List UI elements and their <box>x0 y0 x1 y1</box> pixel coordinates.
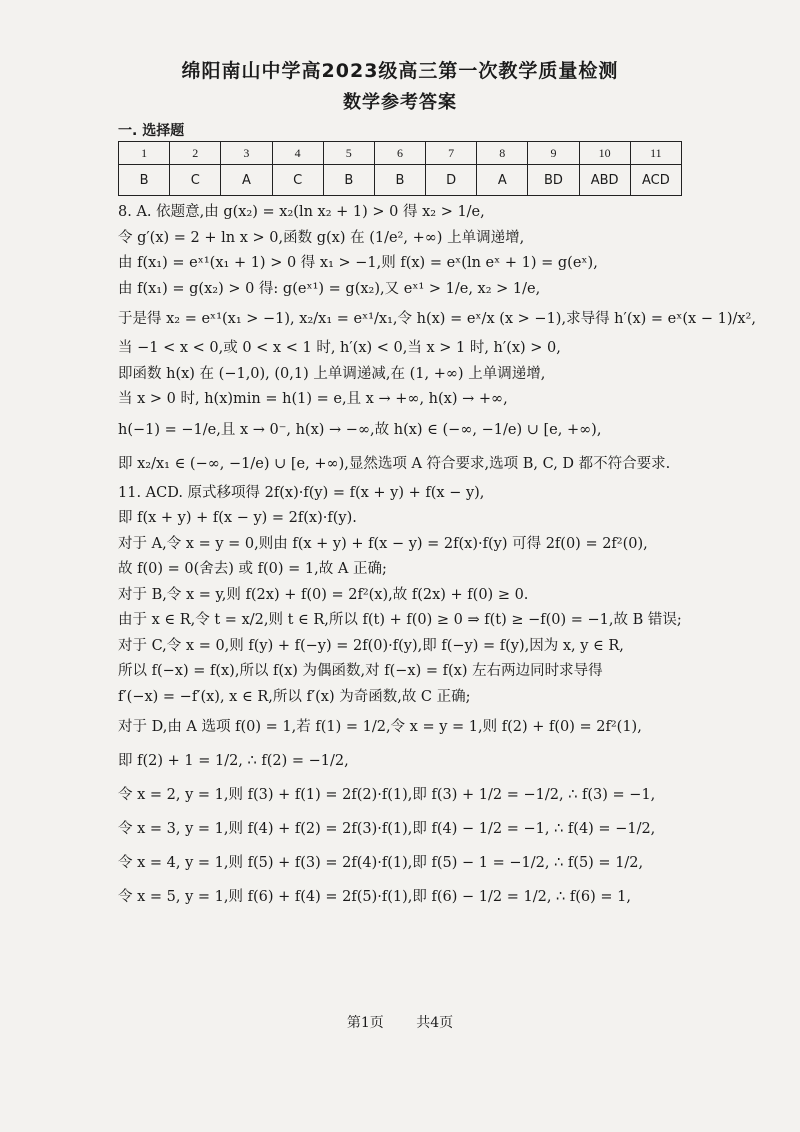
answer-row <box>119 165 682 196</box>
solution-line: 11. ACD. 原式移项得 2f(x)·f(y) = f(x + y) + f(x − y), <box>118 484 485 501</box>
question-number: 8 <box>477 142 528 165</box>
solution-line: 即函数 h(x) 在 (−1,0), (0,1) 上单调递减,在 (1, +∞) 上单调递增, <box>118 365 546 382</box>
question-number: 6 <box>374 142 425 165</box>
solution-line: 即 x₂/x₁ ∈ (−∞, −1/e) ∪ [e, +∞),显然选项 A 符合要求,选项 B, C, D 都不符合要求. <box>118 455 671 472</box>
question-number-row <box>119 142 682 165</box>
solution-line: f′(−x) = −f′(x), x ∈ R,所以 f′(x) 为奇函数,故 C 正确; <box>118 688 471 705</box>
answer-cell: ACD <box>630 165 681 196</box>
solution-line: 令 g′(x) = 2 + ln x > 0,函数 g(x) 在 (1/e², +∞) 上单调递增, <box>118 229 525 246</box>
solution-line: 当 −1 < x < 0,或 0 < x < 1 时, h′(x) < 0,当 x > 1 时, h′(x) > 0, <box>118 340 561 356</box>
question-number: 9 <box>528 142 579 165</box>
solution-line: 所以 f(−x) = f(x),所以 f(x) 为偶函数,对 f(−x) = f(x) 左右两边同时求导得 <box>118 663 603 679</box>
question-number: 4 <box>272 142 323 165</box>
solution-line: 令 x = 2, y = 1,则 f(3) + f(1) = 2f(2)·f(1),即 f(3) + 1/2 = −1/2, ∴ f(3) = −1, <box>118 787 656 803</box>
solution-line: 故 f(0) = 0(舍去) 或 f(0) = 1,故 A 正确; <box>118 561 387 577</box>
question-number: 11 <box>630 142 681 165</box>
solution-line: h(−1) = −1/e,且 x → 0⁻, h(x) → −∞,故 h(x) ∈ (−∞, −1/e) ∪ [e, +∞), <box>118 421 602 438</box>
solution-line: 即 f(2) + 1 = 1/2, ∴ f(2) = −1/2, <box>118 753 349 769</box>
solution-line: 令 x = 3, y = 1,则 f(4) + f(2) = 2f(3)·f(1),即 f(4) − 1/2 = −1, ∴ f(4) = −1/2, <box>118 821 656 837</box>
answer-cell: A <box>221 165 272 196</box>
solution-body <box>118 200 756 914</box>
answer-cell: B <box>119 165 170 196</box>
solution-line: 于是得 x₂ = eˣ¹(x₁ > −1), x₂/x₁ = eˣ¹/x₁,令 h(x) = eˣ/x (x > −1),求导得 h′(x) = eˣ(x − 1)/x², <box>118 311 756 327</box>
solution-line: 令 x = 5, y = 1,则 f(6) + f(4) = 2f(5)·f(1),即 f(6) − 1/2 = 1/2, ∴ f(6) = 1, <box>118 889 631 905</box>
question-number: 7 <box>426 142 477 165</box>
solution-line: 由 f(x₁) = eˣ¹(x₁ + 1) > 0 得 x₁ > −1,则 f(x) = eˣ(ln eˣ + 1) = g(eˣ), <box>118 255 598 271</box>
page-number: 第1页 <box>346 1015 384 1031</box>
solution-line: 对于 C,令 x = 0,则 f(y) + f(−y) = 2f(0)·f(y),即 f(−y) = f(y),因为 x, y ∈ R, <box>118 637 624 654</box>
page-total: 共4页 <box>416 1015 454 1031</box>
solution-line: 由于 x ∈ R,令 t = x/2,则 t ∈ R,所以 f(t) + f(0) ≥ 0 ⇒ f(t) ≥ −f(0) = −1,故 B 错误; <box>118 612 682 628</box>
solution-line: 对于 D,由 A 选项 f(0) = 1,若 f(1) = 1/2,令 x = y = 1,则 f(2) + f(0) = 2f²(1), <box>118 719 642 735</box>
question-number: 1 <box>119 142 170 165</box>
section-heading: 一. 选择题 <box>118 123 185 139</box>
question-number: 5 <box>323 142 374 165</box>
solution-line: 对于 B,令 x = y,则 f(2x) + f(0) = 2f²(x),故 f(2x) + f(0) ≥ 0. <box>118 586 529 603</box>
page-title: 绵阳南山中学高2023级高三第一次教学质量检测 <box>181 60 619 82</box>
solution-line: 当 x > 0 时, h(x)min = h(1) = e,且 x → +∞, h(x) → +∞, <box>118 391 508 407</box>
question-number: 10 <box>579 142 630 165</box>
answer-cell: D <box>426 165 477 196</box>
question-number: 3 <box>221 142 272 165</box>
solution-line: 即 f(x + y) + f(x − y) = 2f(x)·f(y). <box>118 510 357 526</box>
solution-line: 由 f(x₁) = g(x₂) > 0 得: g(eˣ¹) = g(x₂),又 eˣ¹ > 1/e, x₂ > 1/e, <box>118 280 541 297</box>
answer-cell: BD <box>528 165 579 196</box>
answer-cell: A <box>477 165 528 196</box>
question-number: 2 <box>170 142 221 165</box>
solution-line: 令 x = 4, y = 1,则 f(5) + f(3) = 2f(4)·f(1),即 f(5) − 1 = −1/2, ∴ f(5) = 1/2, <box>118 855 644 871</box>
answer-cell: C <box>170 165 221 196</box>
answer-cell: C <box>272 165 323 196</box>
answer-table <box>118 141 682 196</box>
page-footer <box>0 1012 800 1032</box>
answer-cell: ABD <box>579 165 630 196</box>
page-subtitle: 数学参考答案 <box>343 92 457 113</box>
solution-line: 8. A. 依题意,由 g(x₂) = x₂(ln x₂ + 1) > 0 得 x₂ > 1/e, <box>118 204 485 220</box>
answer-cell: B <box>323 165 374 196</box>
solution-line: 对于 A,令 x = y = 0,则由 f(x + y) + f(x − y) = 2f(x)·f(y) 可得 2f(0) = 2f²(0), <box>118 535 648 552</box>
answer-cell: B <box>374 165 425 196</box>
